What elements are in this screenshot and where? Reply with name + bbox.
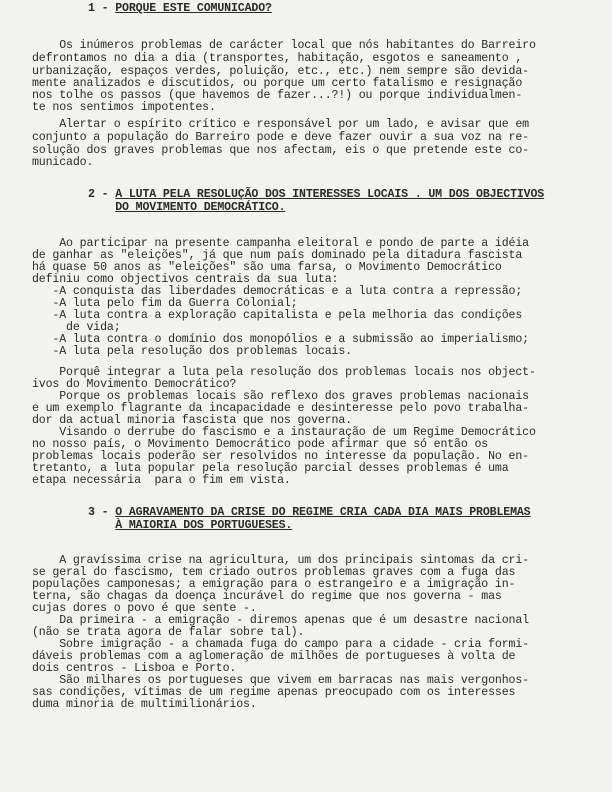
section-number: 1 -: [88, 2, 116, 15]
text-line: há quase 50 anos as "eleições" são uma farsa, o Movimento Democrático: [32, 261, 502, 274]
text-line: duma minoria de multimilionários.: [32, 698, 257, 711]
text-line: dáveis problemas com a aglomeração de milhões de portugueses à volta de: [32, 650, 516, 663]
heading-line: [88, 507, 531, 519]
text-line: -A luta contra o domínio dos monopólios e a submissão ao imperialismo;: [32, 333, 529, 346]
text-line: te nos sentimos impotentes.: [32, 101, 216, 114]
text-line: -A luta pelo fim da Guerra Colonial;: [32, 297, 298, 310]
text-line: Alertar o espírito crítico e responsável por um lado, e avisar que em: [32, 118, 529, 131]
section-number: 2 -: [88, 188, 116, 201]
text-line: Sobre imigração - a chamada fuga do campo para a cidade - cria formi-: [32, 638, 529, 651]
text-line: cujas dores o povo é que sente -.: [32, 602, 257, 615]
text-line: A gravíssima crise na agricultura, um dos principais sintomas da cri-: [32, 554, 529, 567]
text-line: e um exemplo flagrante da incapacidade e desinteresse pelo povo trabalha-: [32, 402, 529, 415]
text-line: sas condições, vítimas de um regime apenas preocupado com os interesses: [32, 686, 516, 699]
section-1-heading: [88, 3, 272, 15]
text-line: definiu como objectivos centrais da sua luta:: [32, 273, 339, 286]
text-line: Da primeira - a emigração - diremos apenas que é um desastre nacional: [32, 614, 529, 627]
text-line: nos tolhe os passos (que havemos de fazer...?!) ou porque individualmen-: [32, 89, 523, 102]
heading-line: [88, 202, 285, 214]
text-line: de ganhar as "eleições", já que num país dominado pela ditadura fascista: [32, 249, 523, 262]
text-line: de vida;: [32, 321, 121, 334]
section-title: DO MOVIMENTO DEMOCRÁTICO.: [115, 201, 286, 214]
text-line: conjunto a população do Barreiro pode e deve fazer ouvir a sua voz na re-: [32, 131, 529, 144]
text-line: etapa necessária para o fim em vista.: [32, 474, 291, 487]
section-title: O AGRAVAMENTO DA CRISE DO REGIME CRIA CADA DIA MAIS PROBLEMAS: [115, 506, 531, 519]
text-line: -A luta contra a exploração capitalista e pela melhoria das condições: [32, 309, 523, 322]
text-line: -A luta pela resolução dos problemas locais.: [32, 345, 352, 358]
text-line: Porque os problemas locais são reflexo dos graves problemas nacionais: [32, 390, 529, 403]
text-line: -A conquista das liberdades democráticas e a luta contra a repressão;: [32, 285, 523, 298]
section-title: PORQUE ESTE COMUNICADO?: [115, 2, 272, 15]
text-line: no nosso país, o Movimento Democrático pode afirmar que só então os: [32, 438, 489, 451]
text-line: dois centros - Lisboa e Porto.: [32, 662, 237, 675]
section-title: À MAIORIA DOS PORTUGUESES.: [115, 519, 293, 532]
text-line: municado.: [32, 156, 94, 169]
text-line: se geral do fascismo, tem criado outros problemas graves com a fuga das: [32, 566, 516, 579]
heading-line: [88, 189, 544, 201]
text-line: tretanto, a luta popular pela resolução parcial desses problemas é uma: [32, 462, 509, 475]
text-line: terna, são chagas da doença incurável do regime que nos governa - mas: [32, 590, 502, 603]
text-line: (não se trata agora de falar sobre tal).: [32, 626, 305, 639]
text-line: São milhares os portugueses que vivem em barracas nas mais vergonhos-: [32, 674, 529, 687]
section-number: 3 -: [88, 506, 116, 519]
text-line: populações camponesas; a emigração para o estrangeiro e a imigração in-: [32, 578, 516, 591]
text-line: Porquê integrar a luta pela resolução dos problemas locais nos object-: [32, 366, 536, 379]
text-line: Os inúmeros problemas de carácter local que nós habitantes do Barreiro: [32, 39, 536, 52]
heading-line: [88, 520, 292, 532]
text-line: urbanização, espaços verdes, poluição, etc., etc.) nem sempre são devida-: [32, 65, 529, 78]
text-line: Visando o derrube do fascismo e a instauração de um Regime Democrático: [32, 426, 536, 439]
text-line: ivos do Movimento Democrático?: [32, 378, 237, 391]
text-line: solução dos graves problemas que nos afectam, eis o que pretende este co-: [32, 144, 529, 157]
text-line: mente analizados e discutidos, ou porque um certo fatalismo e resignação: [32, 77, 523, 90]
text-line: dor da actual minoria fascista que nos governa.: [32, 414, 352, 427]
section-title: A LUTA PELA RESOLUÇÃO DOS INTERESSES LOCAIS . UM DOS OBJECTIVOS: [115, 188, 545, 201]
text-line: Ao participar na presente campanha eleitoral e pondo de parte a idéia: [32, 237, 529, 250]
text-line: problemas locais poderão ser resolvidos no interesse da população. No en-: [32, 450, 529, 463]
text-line: defrontamos no dia a dia (transportes, habitação, esgotos e saneamento ,: [32, 52, 523, 65]
